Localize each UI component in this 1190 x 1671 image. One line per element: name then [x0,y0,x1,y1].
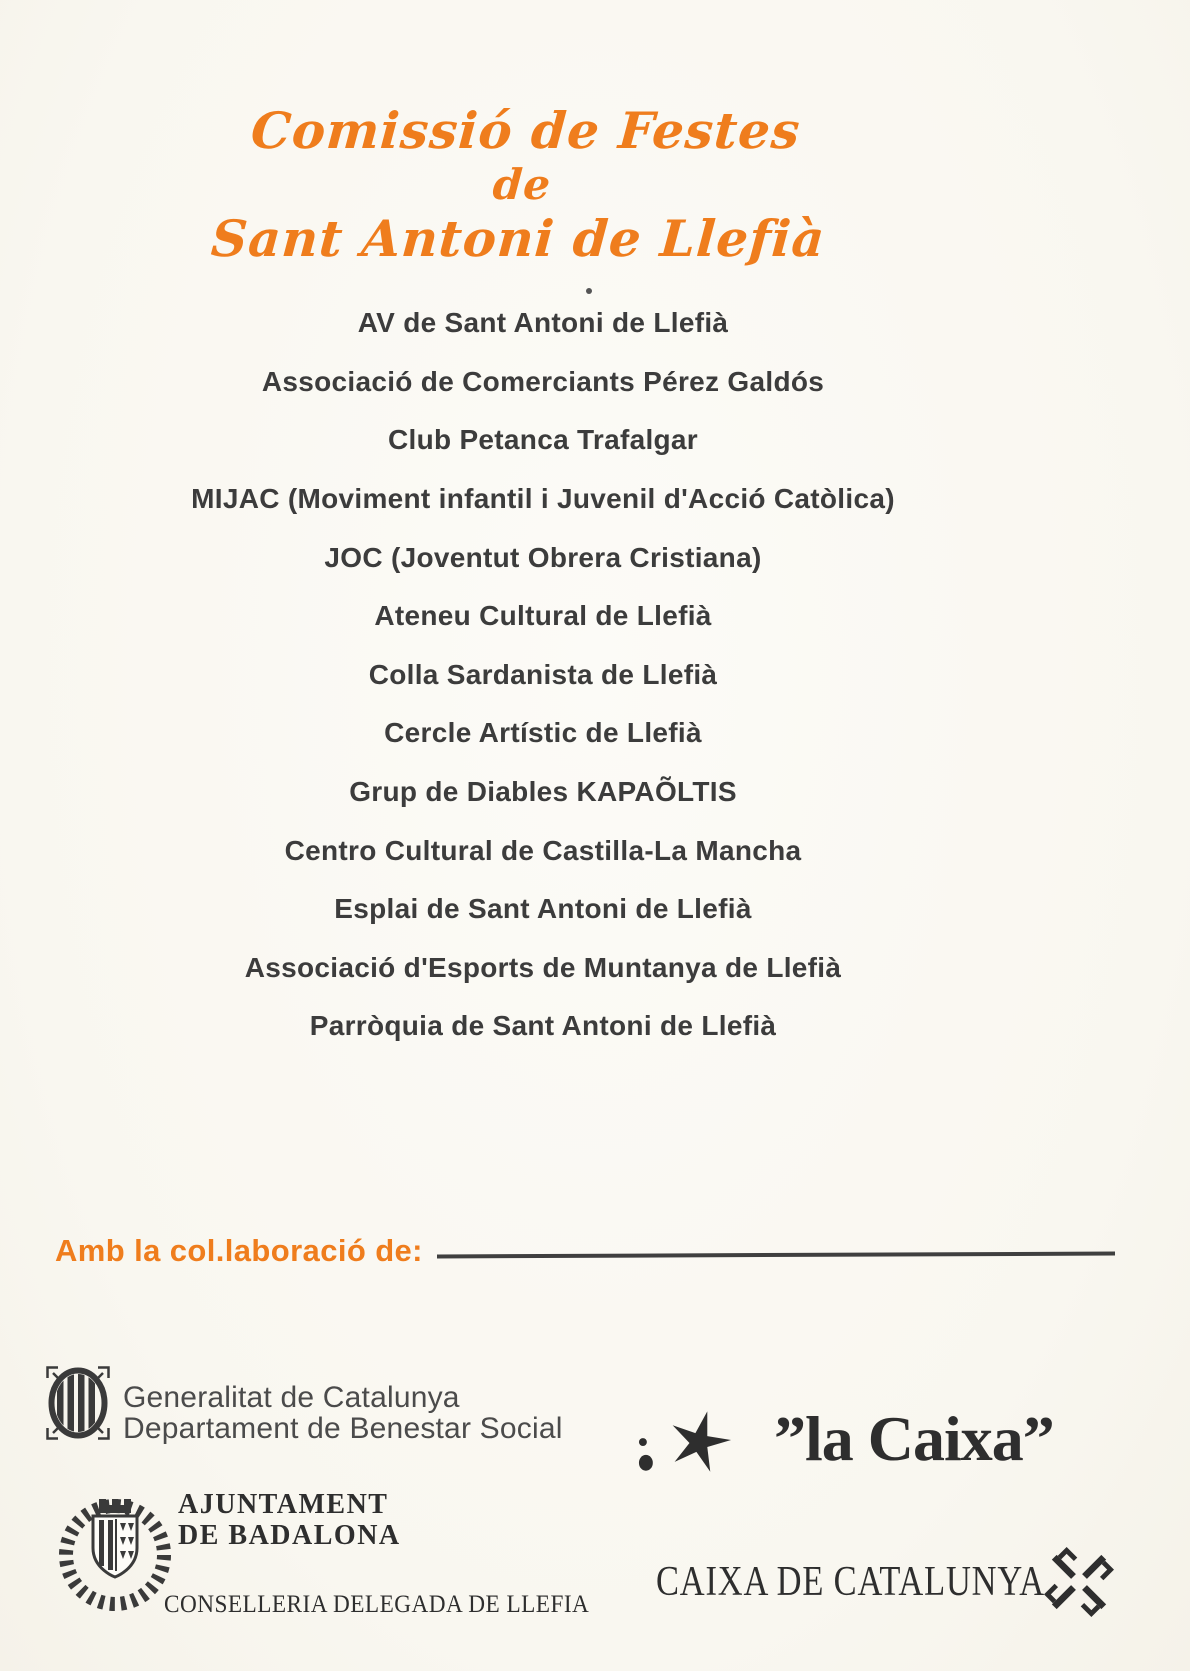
list-item: Cercle Artístic de Llefià [384,717,702,749]
list-item: Associació d'Esports de Muntanya de Llefià [244,951,842,983]
caixa-catalunya-cross-icon [1044,1538,1114,1626]
la-caixa-logo-block [634,1403,1054,1484]
generalitat-senyera-icon [46,1366,110,1440]
title-block [0,100,1050,270]
badalona-coat-of-arms-icon [56,1481,174,1621]
ajuntament-line2: DE BADALONA [178,1520,401,1551]
title-line-1: Comissió de Festes [249,101,803,160]
generalitat-logo-block [46,1366,563,1444]
collaboration-label: Amb la col.laboració de: [55,1233,423,1268]
list-item: Centro Cultural de Castilla-La Mancha [284,834,802,866]
list-item: Club Petanca Trafalgar [387,424,699,456]
list-item: Esplai de Sant Antoni de Llefià [334,893,752,925]
title-line-3: Sant Antoni de Llefià [209,209,828,268]
ajuntament-line1: AJUNTAMENT [178,1489,389,1520]
list-item: Grup de Diables KAPAÕLTIS [349,776,737,808]
caixa-catalunya-wordbox [656,1558,1045,1606]
caixa-catalunya-wordmark: CAIXA DE CATALUNYA [656,1559,1045,1605]
conselleria-subtitle: CONSELLERIA DELEGADA DE LLEFIA [164,1591,590,1618]
generalitat-department: Departament de Benestar Social [123,1412,563,1445]
generalitat-text [123,1366,563,1444]
list-item: MIJAC (Moviment infantil i Juvenil d'Acció Catòlica) [191,483,895,515]
list-item: Parròquia de Sant Antoni de Llefià [309,1010,777,1042]
list-item: JOC (Joventut Obrera Cristiana) [324,541,762,573]
list-item: AV de Sant Antoni de Llefià [357,307,729,339]
title-line-2: de [491,160,553,209]
list-item: Ateneu Cultural de Llefià [374,600,712,632]
la-caixa-star-icon [634,1406,738,1484]
ajuntament-text [178,1489,401,1551]
la-caixa-wordmark: ”la Caixa” [774,1403,1054,1474]
list-item: Colla Sardanista de Llefià [368,658,718,690]
collaboration-row [55,1233,1115,1269]
list-item: Associació de Comerciants Pérez Galdós [261,365,825,397]
caixa-catalunya-block [656,1538,1114,1626]
organization-list [0,294,1086,1056]
generalitat-name: Generalitat de Catalunya [123,1381,460,1414]
horizontal-rule [437,1252,1115,1259]
ajuntament-badalona-block [56,1481,616,1631]
